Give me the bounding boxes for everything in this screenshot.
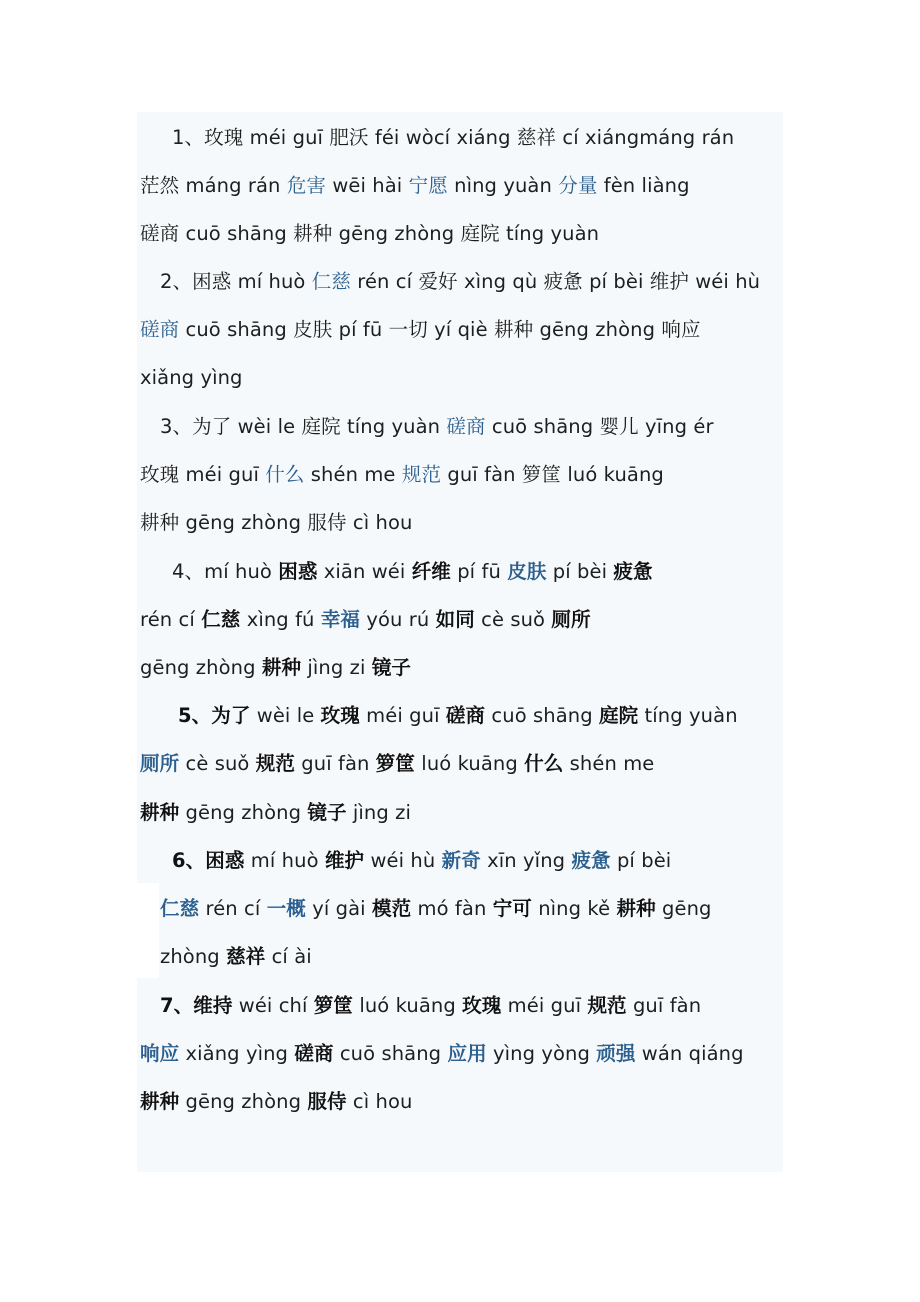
text-segment: luó kuāng: [415, 752, 525, 775]
text-segment: 疲惫: [571, 849, 611, 872]
text-segment: 耕种: [140, 801, 180, 824]
text-segment: 磋商 cuō shāng 耕种 gēng zhòng 庭院 tíng yuàn: [140, 222, 600, 245]
text-segment: jìng zi: [346, 801, 412, 824]
line-18: [160, 944, 312, 970]
text-segment: cè suǒ: [179, 752, 256, 775]
text-segment: 应用: [447, 1042, 487, 1065]
text-segment: xiān wéi: [317, 560, 412, 583]
text-segment: shén me: [304, 463, 402, 486]
text-segment: 2、困惑 mí huò: [160, 270, 312, 293]
text-segment: 什么: [265, 463, 305, 486]
line-4: [160, 269, 760, 295]
text-segment: 玫瑰: [462, 994, 502, 1017]
text-segment: 耕种 gēng zhòng 服侍 cì hou: [140, 511, 413, 534]
text-segment: gēng zhòng: [140, 656, 262, 679]
text-segment: 困惑: [278, 560, 318, 583]
text-segment: 5、为了: [178, 704, 251, 727]
text-segment: gēng zhòng: [179, 1090, 308, 1113]
text-segment: 厕所: [551, 608, 591, 631]
text-segment: luó kuāng: [353, 994, 463, 1017]
text-segment: wèi le: [250, 704, 321, 727]
text-segment: fèn liàng: [597, 174, 690, 197]
text-segment: 1、玫瑰 méi guī 肥沃 féi wò: [172, 126, 434, 149]
text-segment: 7、维持: [160, 994, 233, 1017]
text-segment: guī fàn 箩筐 luó kuāng: [441, 463, 664, 486]
text-segment: yóu rú: [360, 608, 436, 631]
text-segment: 皮肤: [507, 560, 547, 583]
text-segment: guī fàn: [294, 752, 376, 775]
line-17: [160, 896, 712, 922]
text-segment: 服侍: [307, 1090, 347, 1113]
text-segment: xīn yǐng: [480, 849, 572, 872]
text-segment: 镜子: [371, 656, 412, 679]
text-segment: zhòng: [160, 945, 227, 968]
line-20: [140, 1041, 744, 1067]
text-segment: 纤维: [411, 560, 451, 583]
text-segment: pí fū: [450, 560, 508, 583]
line-5: [140, 317, 701, 343]
text-segment: 玫瑰: [320, 704, 360, 727]
text-segment: 镜子: [307, 801, 347, 824]
text-segment: cí ài: [265, 945, 312, 968]
text-segment: 分量: [558, 174, 598, 197]
text-segment: rén cí: [199, 897, 267, 920]
text-segment: 什么: [524, 752, 564, 775]
text-segment: 6、困惑: [172, 849, 245, 872]
text-segment: 响应: [140, 1042, 180, 1065]
text-segment: 磋商: [446, 415, 486, 438]
text-segment: cuō shāng 皮肤 pí fū 一切 yí qiè 耕种 gēng zhòng 响应: [179, 318, 701, 341]
line-2: [140, 173, 690, 199]
text-segment: nìng kě: [531, 897, 617, 920]
line-13: [178, 703, 738, 729]
text-segment: xiǎng yìng: [179, 1042, 295, 1065]
text-segment: pí bèi: [610, 849, 672, 872]
text-segment: 一概: [266, 897, 306, 920]
text-segment: wán qiáng: [635, 1042, 744, 1065]
line-21: [140, 1089, 412, 1115]
text-segment: wēi hài: [326, 174, 409, 197]
line-9: [140, 510, 412, 536]
text-segment: 耕种: [261, 656, 302, 679]
text-segment: 箩筐: [313, 994, 354, 1017]
text-segment: 庭院: [599, 704, 639, 727]
text-segment: rén cí 爱好 xìng qù 疲惫 pí bèi 维护 wéi hù: [350, 270, 761, 293]
text-segment: cuō shāng: [333, 1042, 448, 1065]
text-segment: 慈祥: [226, 945, 266, 968]
text-segment: jìng zi: [301, 656, 372, 679]
text-segment: nìng yuàn: [447, 174, 559, 197]
line-12: [140, 655, 411, 681]
text-segment: 如同: [435, 608, 475, 631]
text-segment: 耕种: [140, 1090, 180, 1113]
text-segment: 3、为了 wèi le 庭院 tíng yuàn: [160, 415, 447, 438]
text-segment: 仁慈: [160, 897, 200, 920]
text-segment: cuō shāng: [485, 704, 600, 727]
text-segment: rén cí: [140, 608, 202, 631]
text-segment: 玫瑰 méi guī: [140, 463, 266, 486]
text-segment: 规范: [587, 994, 627, 1017]
line-3: [140, 221, 599, 247]
text-segment: cuō shāng 婴儿 yīng ér: [485, 415, 714, 438]
text-segment: 仁慈: [201, 608, 241, 631]
panel-notch: [137, 883, 159, 978]
text-segment: xiǎng yìng: [140, 366, 243, 389]
text-segment: 磋商: [445, 704, 486, 727]
text-segment: wéi chí: [232, 994, 314, 1017]
text-segment: guī fàn: [626, 994, 702, 1017]
text-segment: 仁慈: [311, 270, 351, 293]
text-segment: 箩筐: [375, 752, 415, 775]
text-segment: 模范: [372, 897, 412, 920]
text-segment: shén me: [563, 752, 655, 775]
text-segment: 厕所: [140, 752, 180, 775]
text-segment: gēng zhòng: [179, 801, 308, 824]
text-segment: wéi hù: [364, 849, 442, 872]
text-segment: 宁可: [492, 897, 532, 920]
line-10: [172, 559, 653, 585]
line-15: [140, 800, 411, 826]
text-segment: 新奇: [441, 849, 481, 872]
text-segment: 茫然 máng rán: [140, 174, 287, 197]
line-1: [172, 125, 734, 151]
text-segment: gēng: [655, 897, 712, 920]
text-segment: 磋商: [140, 318, 180, 341]
text-segment: méi guī: [501, 994, 588, 1017]
text-segment: xìng fú: [240, 608, 321, 631]
line-8: [140, 462, 664, 488]
text-segment: 规范: [401, 463, 442, 486]
line-7: [160, 414, 714, 440]
text-segment: 规范: [255, 752, 295, 775]
text-segment: 疲惫: [613, 560, 653, 583]
text-segment: 4、mí huò: [172, 560, 279, 583]
line-19: [160, 993, 701, 1019]
text-segment: 顽强: [596, 1042, 636, 1065]
text-segment: cì hou: [346, 1090, 413, 1113]
text-segment: cè suǒ: [474, 608, 552, 631]
text-segment: yí gài: [305, 897, 372, 920]
text-segment: yìng yòng: [486, 1042, 597, 1065]
line-14: [140, 751, 654, 777]
line-16: [172, 848, 671, 874]
text-segment: mó fàn: [411, 897, 493, 920]
text-segment: 磋商: [294, 1042, 334, 1065]
text-segment: tíng yuàn: [638, 704, 738, 727]
text-segment: 危害: [286, 174, 327, 197]
text-segment: cí xiáng 慈祥 cí xiángmáng rán: [433, 126, 735, 149]
text-segment: 维护: [324, 849, 365, 872]
text-segment: 耕种: [616, 897, 656, 920]
text-segment: 宁愿: [408, 174, 448, 197]
text-segment: 幸福: [320, 608, 361, 631]
text-segment: méi guī: [359, 704, 446, 727]
line-6: [140, 365, 243, 391]
line-11: [140, 607, 591, 633]
text-segment: pí bèi: [546, 560, 614, 583]
text-segment: mí huò: [244, 849, 325, 872]
